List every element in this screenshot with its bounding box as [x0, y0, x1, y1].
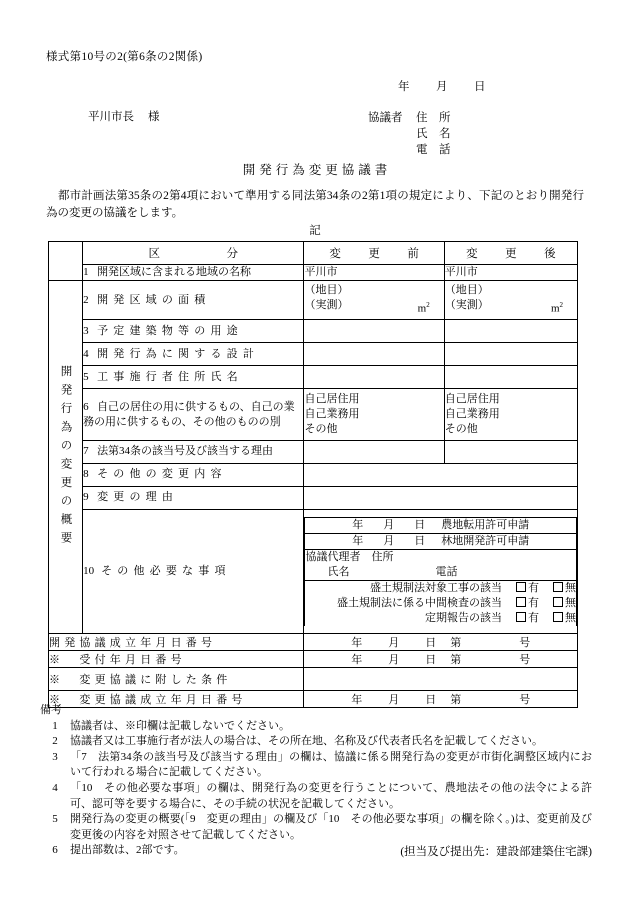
check-line-1-no[interactable]: 無 [553, 581, 576, 596]
row-10-detail-cell [304, 509, 578, 633]
bottom-row-1-month: 月 [388, 637, 400, 649]
row-1-text: 開発区域に含まれる地域の名称 [97, 266, 252, 278]
bottom-row-1-label: 開発協議成立年月日番号 [49, 634, 304, 651]
row-2-text: 開発区域の面積 [97, 293, 211, 306]
row-1-before[interactable]: 平川市 [304, 265, 444, 281]
note-2-text: 協議者又は工事施行者が法人の場合は、その所在地、名称及び代表者氏名を記載してください。 [70, 735, 543, 748]
ki-marker: 記 [309, 225, 321, 237]
row-10-checks-row [305, 580, 577, 626]
row-2-after-line1: （地目） [444, 284, 489, 297]
bottom-row-3-label: ※ 変更協議に附した条件 [49, 668, 304, 691]
col-header-division: 区 分 [83, 242, 304, 265]
check-line-1-text: 盛土規制法対象工事の該当 [370, 581, 502, 594]
checkbox-icon[interactable] [516, 597, 526, 607]
note-1-num: 1 [52, 719, 58, 732]
row-3-before[interactable] [304, 320, 444, 343]
row-6-before[interactable] [304, 389, 444, 441]
bottom-row-2-dai: 第 [450, 654, 462, 666]
note-1-text: 協議者は、※印欄は記載しないでください。 [70, 719, 290, 732]
page-title: 開発行為変更協議書 [242, 163, 392, 177]
row-6-after-opt1: 自己居住用 [444, 393, 500, 405]
row-2-after[interactable] [444, 281, 577, 320]
checkbox-icon[interactable] [516, 582, 526, 592]
bottom-row-2-month: 月 [388, 654, 400, 666]
table-row [49, 634, 578, 651]
col-header-after: 変 更 後 [444, 242, 577, 265]
row-10-date-row [305, 533, 577, 549]
note-5-num: 5 [52, 813, 58, 826]
table-header-row [49, 242, 578, 265]
applicant-name-label: 氏 名 [416, 128, 451, 140]
note-item [40, 750, 592, 781]
row-1-num: 1 [83, 266, 89, 278]
intro-paragraph: 都市計画法第35条の2第4項において準用する同法第34条の2第1項の規定により、下記のとおり開発行為の変更の協議をします。 [46, 190, 584, 219]
row-10-agent-row [305, 549, 577, 580]
applicant-label: 協議者 [368, 112, 403, 124]
main-table-wrap [48, 241, 578, 708]
table-row [49, 366, 578, 389]
note-item [40, 719, 592, 735]
row-10-date-2-year: 年 [352, 534, 364, 547]
row-5-num: 5 [83, 370, 89, 383]
bottom-row-2-year: 年 [351, 654, 363, 666]
check-line-3-no[interactable]: 無 [553, 611, 576, 626]
bottom-row-1-dai: 第 [450, 637, 462, 649]
vertical-section-label-cell [49, 281, 83, 634]
checkbox-icon[interactable] [516, 612, 526, 622]
row-7-num: 7 [83, 445, 89, 458]
row-2-num: 2 [83, 293, 89, 306]
table-row [49, 463, 578, 486]
note-item [40, 812, 592, 843]
row-5-text: 工事施行者住所氏名 [97, 370, 243, 383]
notes-heading: 備考 [40, 704, 62, 716]
row-8-num: 8 [83, 468, 89, 481]
row-2-before[interactable] [304, 281, 444, 320]
row-10-date-1-text: 農地転用許可申請 [441, 518, 530, 531]
check-line-3 [305, 611, 576, 626]
row-6-text: 自己の居住の用に供するもの、自己の業務の用に供するもの、その他のものの別 [83, 400, 295, 428]
table-row [49, 320, 578, 343]
row-2-after-unit: $m^2$ [550, 301, 563, 315]
row-4-num: 4 [83, 347, 89, 360]
addressee-honorific: 様 [148, 111, 160, 123]
note-item [40, 734, 592, 750]
row-10-date-2-month: 月 [383, 534, 395, 547]
table-row [49, 509, 578, 633]
row-3-text: 予定建築物等の用途 [97, 324, 243, 337]
row-6-after[interactable] [444, 389, 577, 441]
row-8-value[interactable] [304, 463, 578, 486]
note-2-num: 2 [52, 735, 58, 748]
date-month-label: 月 [436, 81, 448, 93]
row-9-num: 9 [83, 491, 89, 504]
row-7-after[interactable] [444, 440, 577, 463]
note-item [40, 781, 592, 812]
check-line-2-yes[interactable]: 有 [516, 596, 539, 611]
bottom-row-4-month: 月 [388, 694, 400, 706]
note-6-text: 提出部数は、2部です。 [70, 844, 185, 857]
bottom-row-1-year: 年 [351, 637, 363, 649]
row-6-num: 6 [83, 400, 89, 413]
row-8-label [83, 463, 304, 486]
row-10-date-2-day: 日 [414, 534, 426, 547]
row-6-before-opt1: 自己居住用 [304, 393, 360, 405]
row-10-text: その他必要な事項 [101, 564, 231, 577]
table-row [49, 265, 578, 281]
table-row [49, 440, 578, 463]
row-7-text: 法第34条の該当号及び該当する理由 [97, 445, 274, 458]
note-4-text: 「10 その他必要な事項」の欄は、開発行為の変更を行うことについて、農地法その他の法令による許可、認可等を要する場合に、その手続の状況を記載してください。 [70, 781, 592, 810]
row-10-date-1-day: 日 [414, 518, 426, 531]
note-5-text: 開発行為の変更の概要(「9 変更の理由」の欄及び「10 その他必要な事項」の欄を除く。)は、変更前及び変更後の内容を対照させて記載してください。 [70, 813, 592, 841]
row-10-agent[interactable] [305, 549, 577, 580]
col-header-before: 変 更 前 [304, 242, 444, 265]
row-4-before[interactable] [304, 343, 444, 366]
row-5-before[interactable] [304, 366, 444, 389]
bottom-row-4-gou: 号 [519, 694, 531, 706]
note-3-text: 「7 法第34条の該当号及び該当する理由」の欄は、協議に係る開発行為の変更が市街化調整区域内において行われる場合に記載してください。 [70, 750, 592, 779]
row-10-date-2[interactable] [305, 533, 577, 549]
row-10-date-1-year: 年 [352, 518, 364, 531]
row-10-date-1-month: 月 [383, 518, 395, 531]
check-line-3-yes[interactable]: 有 [516, 611, 539, 626]
bottom-row-4-label: ※ 変更協議成立年月日番号 [49, 691, 304, 708]
checkbox-icon[interactable] [553, 582, 563, 592]
row-10-date-1[interactable] [305, 517, 577, 533]
check-line-3-text: 定期報告の該当 [425, 611, 502, 624]
table-row [49, 343, 578, 366]
row-10-detail-table [304, 517, 577, 626]
row-10-date-row [305, 517, 577, 533]
checkbox-icon[interactable] [553, 597, 563, 607]
note-6-num: 6 [52, 844, 58, 857]
row-3-after[interactable] [444, 320, 577, 343]
row-10-date-2-text: 林地開発許可申請 [441, 534, 530, 547]
bottom-row-4-dai: 第 [450, 694, 462, 706]
applicant-tel-label: 電 話 [416, 144, 451, 156]
row-9-label [83, 486, 304, 509]
date-year-label: 年 [398, 81, 410, 93]
row-7-label [83, 440, 304, 463]
row-3-num: 3 [83, 324, 89, 337]
row-10-checks [305, 580, 577, 626]
applicant-block [368, 110, 451, 158]
row-10-agent-name-label: 氏名 [327, 565, 350, 578]
row-3-label [83, 320, 304, 343]
row-5-after[interactable] [444, 366, 577, 389]
row-2-label [83, 281, 304, 320]
bottom-row-1-value[interactable] [304, 634, 578, 651]
bottom-row-4-day: 日 [425, 694, 437, 706]
row-1-after[interactable]: 平川市 [444, 265, 577, 281]
row-1-label [83, 265, 304, 281]
row-4-text: 開発行為に関する設計 [97, 347, 260, 360]
bottom-row-2-day: 日 [425, 654, 437, 666]
bottom-row-2-gou: 号 [519, 654, 531, 666]
check-line-2 [305, 596, 576, 611]
addressee [88, 108, 160, 124]
row-6-before-opt3: その他 [304, 423, 338, 435]
row-10-num: 10 [83, 564, 95, 577]
check-line-2-no[interactable]: 無 [553, 596, 576, 611]
addressee-name: 平川市長 [88, 111, 134, 123]
table-row [49, 486, 578, 509]
row-2-before-line2: （実測） [304, 299, 349, 312]
row-4-label [83, 343, 304, 366]
main-table [48, 241, 578, 708]
applicant-address-label: 住 所 [416, 112, 451, 124]
row-8-text: その他の変更内容 [97, 468, 227, 481]
check-line-1 [305, 581, 576, 596]
form-number: 様式第10号の2(第6条の2関係) [46, 51, 203, 63]
row-2-before-line1: （地目） [304, 284, 349, 297]
row-10-label [83, 509, 304, 633]
row-6-label [83, 389, 304, 441]
row-10-agent-tel-label: 電話 [435, 565, 458, 578]
check-line-2-text: 盛土規制法に係る中間検査の該当 [337, 596, 502, 609]
applicant-fields [416, 110, 451, 158]
row-4-after[interactable] [444, 343, 577, 366]
date-day-label: 日 [474, 81, 486, 93]
row-6-before-opt2: 自己業務用 [304, 408, 360, 420]
table-row [49, 651, 578, 668]
bottom-row-2-label: ※ 受付年月日番号 [49, 651, 304, 668]
table-row [49, 281, 578, 320]
checkbox-icon[interactable] [553, 612, 563, 622]
bottom-row-4-year: 年 [351, 694, 363, 706]
row-6-after-opt3: その他 [444, 423, 478, 435]
check-line-1-yes[interactable]: 有 [516, 581, 539, 596]
row-5-label [83, 366, 304, 389]
notes-section [40, 703, 592, 859]
table-row [49, 389, 578, 441]
row-2-after-line2: （実測） [444, 299, 489, 312]
vertical-section-label: 開発行為の変更の概要 [59, 364, 72, 550]
bottom-row-2-value[interactable] [304, 651, 578, 668]
note-4-num: 4 [52, 781, 58, 794]
table-row [49, 668, 578, 691]
row-9-value[interactable] [304, 486, 578, 509]
row-6-after-opt2: 自己業務用 [444, 408, 500, 420]
bottom-row-1-gou: 号 [519, 637, 531, 649]
row-7-before[interactable] [304, 440, 444, 463]
date-line [398, 78, 486, 94]
row-2-before-unit: $m^2$ [417, 301, 430, 315]
row-10-agent-address-label: 協議代理者 住所 [305, 550, 394, 563]
footer-department: (担当及び提出先：建設部建築住宅課) [400, 846, 592, 858]
bottom-row-1-day: 日 [425, 637, 437, 649]
row-9-text: 変更の理由 [97, 491, 179, 504]
note-3-num: 3 [52, 750, 58, 763]
bottom-row-3-value[interactable] [304, 668, 578, 691]
